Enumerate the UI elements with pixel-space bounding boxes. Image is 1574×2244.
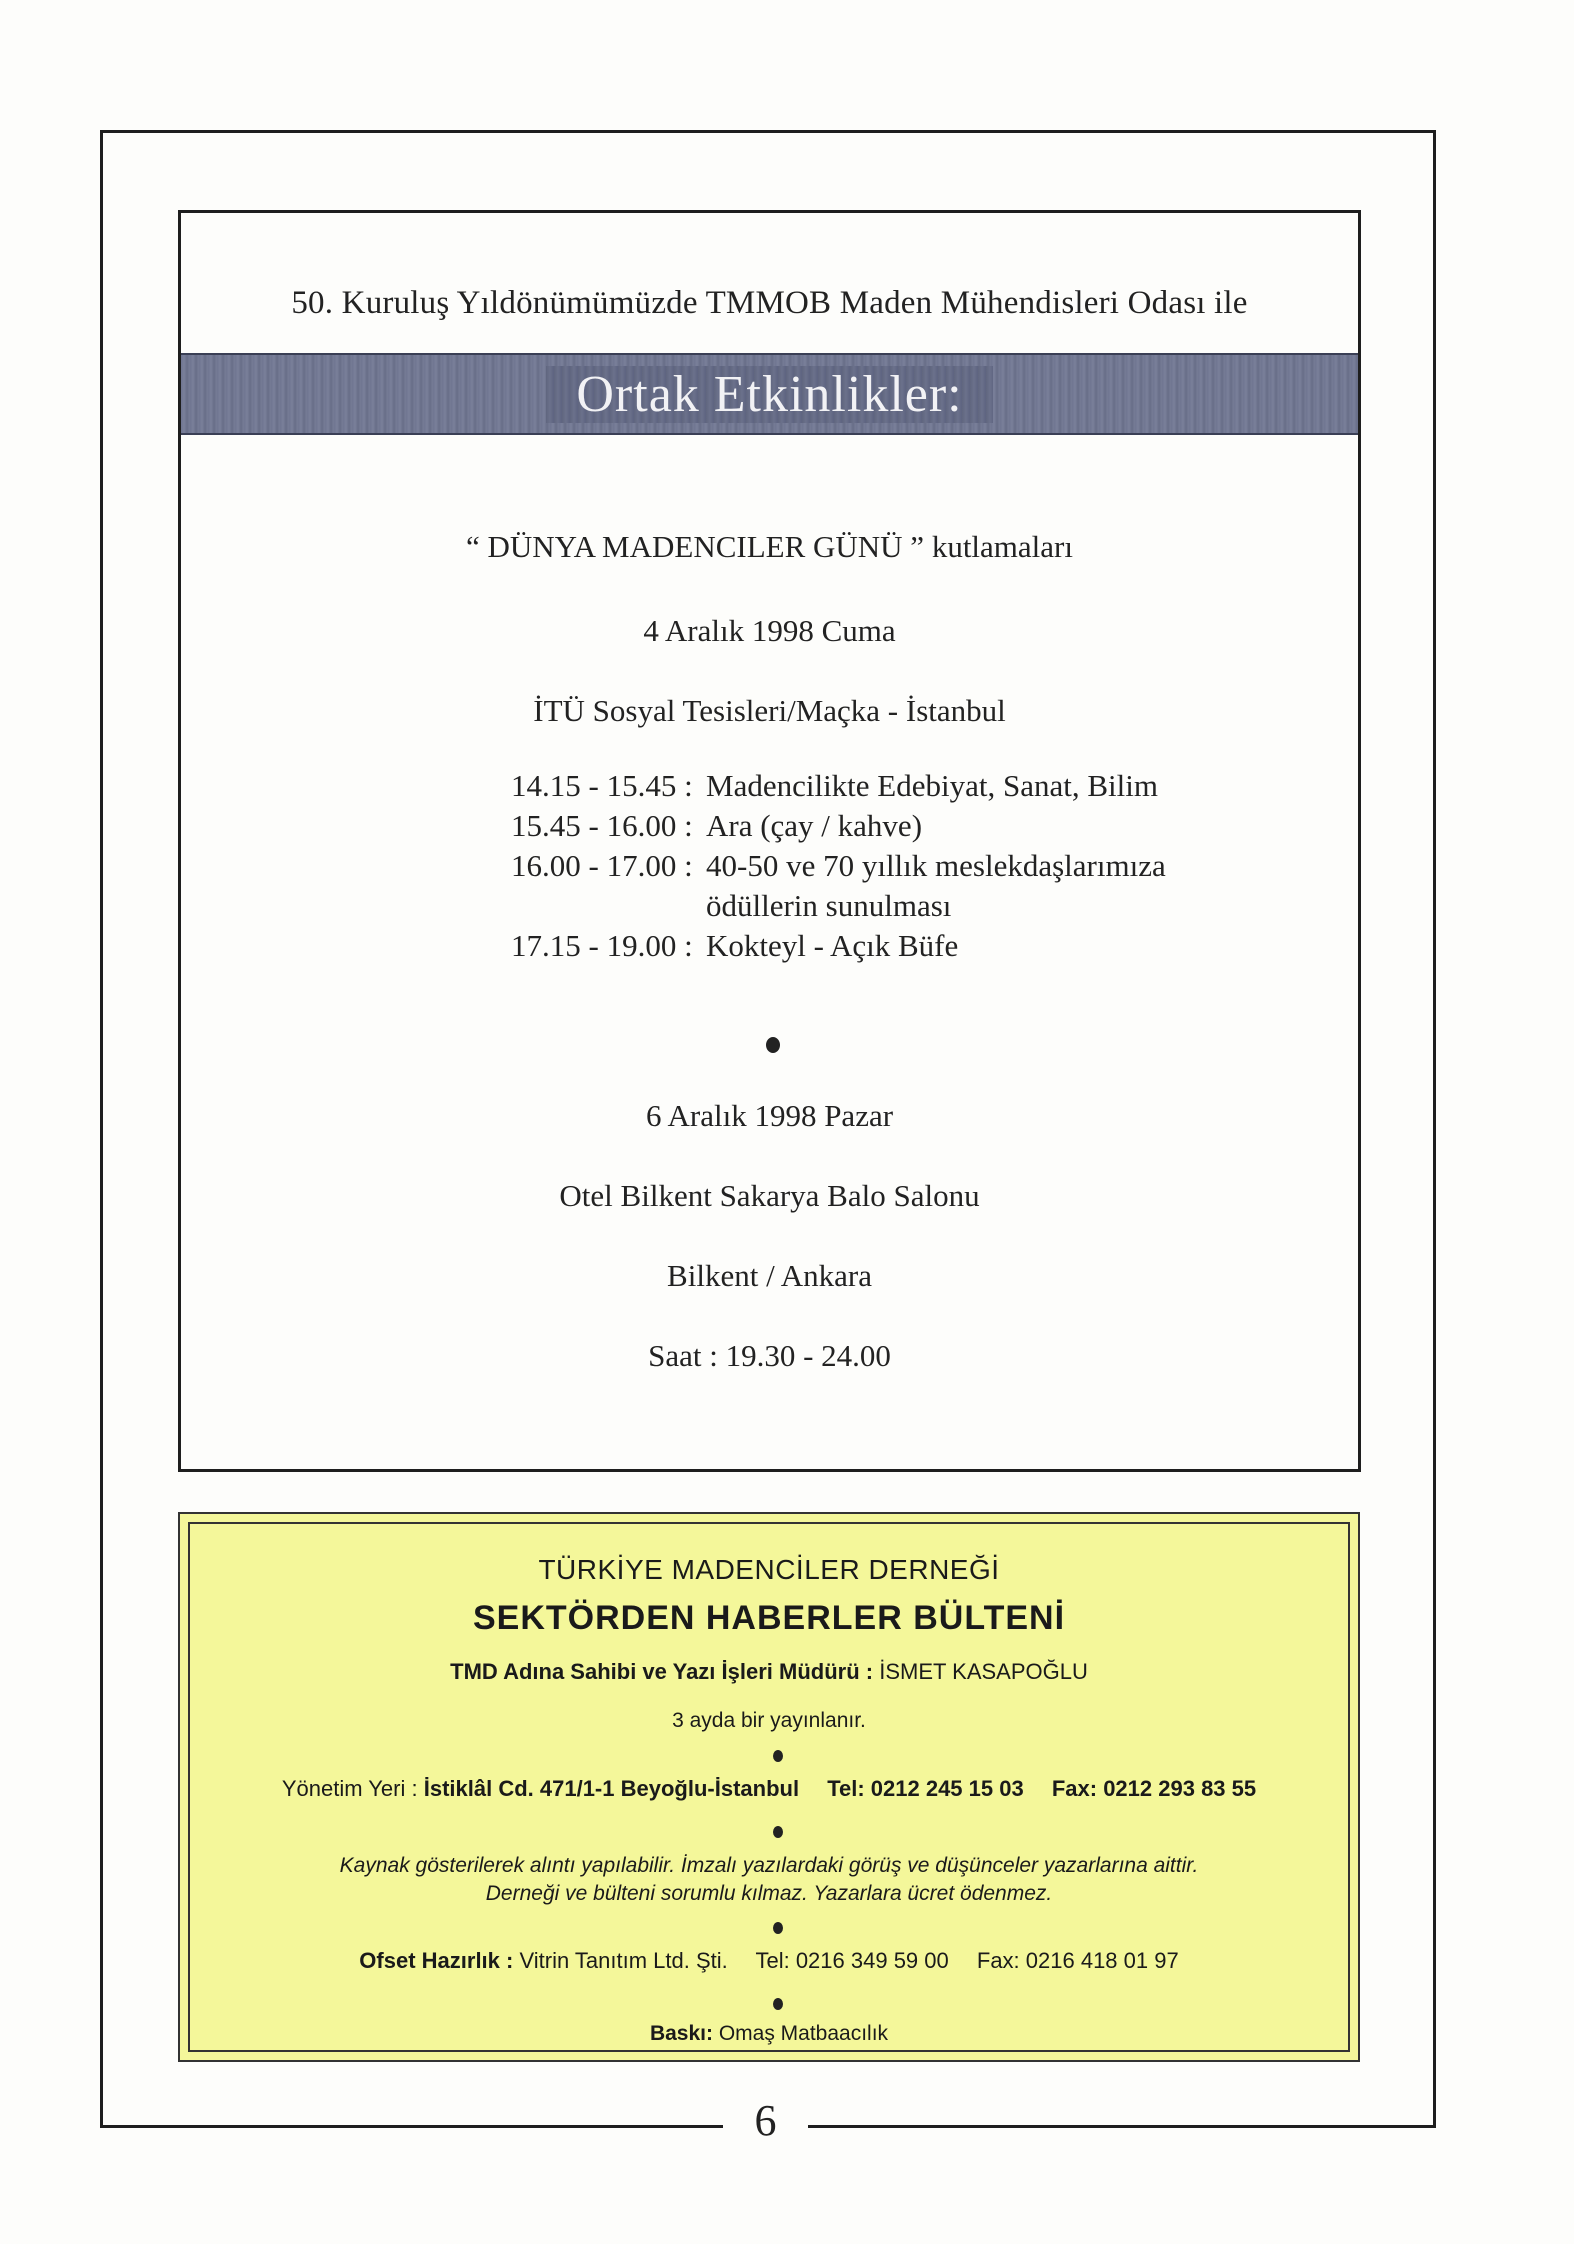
bulletin-disclaimer-2: Derneği ve bülteni sorumlu kılmaz. Yazarlara ücret ödenmez. — [485, 1882, 1053, 1905]
day1-venue: İTÜ Sosyal Tesisleri/Maçka - İstanbul — [533, 693, 1006, 728]
print-label: Baskı: — [649, 2022, 713, 2045]
bulletin-bullet — [773, 1826, 783, 1838]
header-line: 50. Kuruluş Yıldönümümüzde TMMOB Maden Mühendisleri Odası ile — [291, 285, 1248, 321]
bulletin-prep — [190, 1948, 1348, 1974]
bulletin-owner — [190, 1659, 1348, 1685]
banner-title — [181, 365, 1358, 424]
bottom-rule-right — [808, 2125, 1436, 2128]
schedule-time: 16.00 - 17.00 : — [511, 848, 693, 883]
bulletin-disclaimer-1: Kaynak gösterilerek alıntı yapılabilir. İmzalı yazılardaki görüş ve düşünceler yazarlarına aittir. — [339, 1854, 1199, 1877]
program-box — [178, 210, 1361, 1472]
schedule-item: Madencilikte Edebiyat, Sanat, Bilim — [706, 768, 1158, 803]
schedule-row — [511, 846, 1166, 886]
bottom-rule-left — [100, 2125, 723, 2128]
bulletin-box — [178, 1512, 1360, 2062]
banner — [181, 353, 1358, 435]
day2-venue: Otel Bilkent Sakarya Balo Salonu — [559, 1178, 980, 1213]
print-company: Omaş Matbaacılık — [718, 2022, 889, 2045]
bulletin-address — [190, 1776, 1348, 1802]
event-title: “ DÜNYA MADENCILER GÜNÜ ” kutlamaları — [466, 529, 1073, 564]
day2-time: Saat : 19.30 - 24.00 — [648, 1338, 891, 1373]
schedule-time: 14.15 - 15.45 : — [511, 768, 693, 803]
schedule-time: 17.15 - 19.00 : — [511, 928, 693, 963]
schedule-row — [511, 806, 1166, 846]
bulletin-bullet — [773, 1922, 783, 1934]
schedule-time: 15.45 - 16.00 : — [511, 808, 693, 843]
banner-title-text: Ortak Etkinlikler: — [546, 366, 992, 423]
bulletin-title: SEKTÖRDEN HABERLER BÜLTENİ — [472, 1599, 1066, 1637]
separator-bullet — [766, 1037, 780, 1053]
prep-label: Ofset Hazırlık : — [359, 1948, 514, 1973]
schedule-item: Ara (çay / kahve) — [706, 808, 923, 843]
page-number: 6 — [754, 2096, 777, 2145]
schedule — [511, 766, 1166, 966]
schedule-item: 40-50 ve 70 yıllık meslekdaşlarımıza — [706, 848, 1166, 883]
prep-company: Vitrin Tanıtım Ltd. Şti. — [519, 1948, 728, 1973]
prep-tel: Tel: 0216 349 59 00 — [755, 1948, 949, 1973]
schedule-row — [511, 926, 1166, 966]
owner-name: İSMET KASAPOĞLU — [879, 1659, 1088, 1684]
day2-date: 6 Aralık 1998 Pazar — [645, 1098, 894, 1133]
day2-city: Bilkent / Ankara — [667, 1258, 872, 1293]
schedule-item: ödüllerin sunulması — [706, 888, 952, 923]
bulletin-bullet — [773, 1998, 783, 2010]
owner-label: TMD Adına Sahibi ve Yazı İşleri Müdürü : — [450, 1659, 874, 1684]
schedule-row — [511, 886, 1166, 926]
address-tel: Tel: 0212 245 15 03 — [827, 1776, 1024, 1801]
bulletin-frequency: 3 ayda bir yayınlanır. — [672, 1709, 866, 1732]
schedule-row — [511, 766, 1166, 806]
bulletin-print — [190, 2022, 1348, 2046]
address-fax: Fax: 0212 293 83 55 — [1051, 1776, 1257, 1801]
prep-fax: Fax: 0216 418 01 97 — [976, 1948, 1179, 1973]
bulletin-org: TÜRKİYE MADENCİLER DERNEĞİ — [538, 1554, 1000, 1585]
bulletin-inner-frame — [188, 1522, 1350, 2052]
address-value: İstiklâl Cd. 471/1-1 Beyoğlu-İstanbul — [423, 1776, 800, 1801]
schedule-item: Kokteyl - Açık Büfe — [706, 928, 959, 963]
bulletin-bullet — [773, 1750, 783, 1762]
day1-date: 4 Aralık 1998 Cuma — [643, 613, 896, 648]
address-label: Yönetim Yeri : — [281, 1776, 418, 1801]
